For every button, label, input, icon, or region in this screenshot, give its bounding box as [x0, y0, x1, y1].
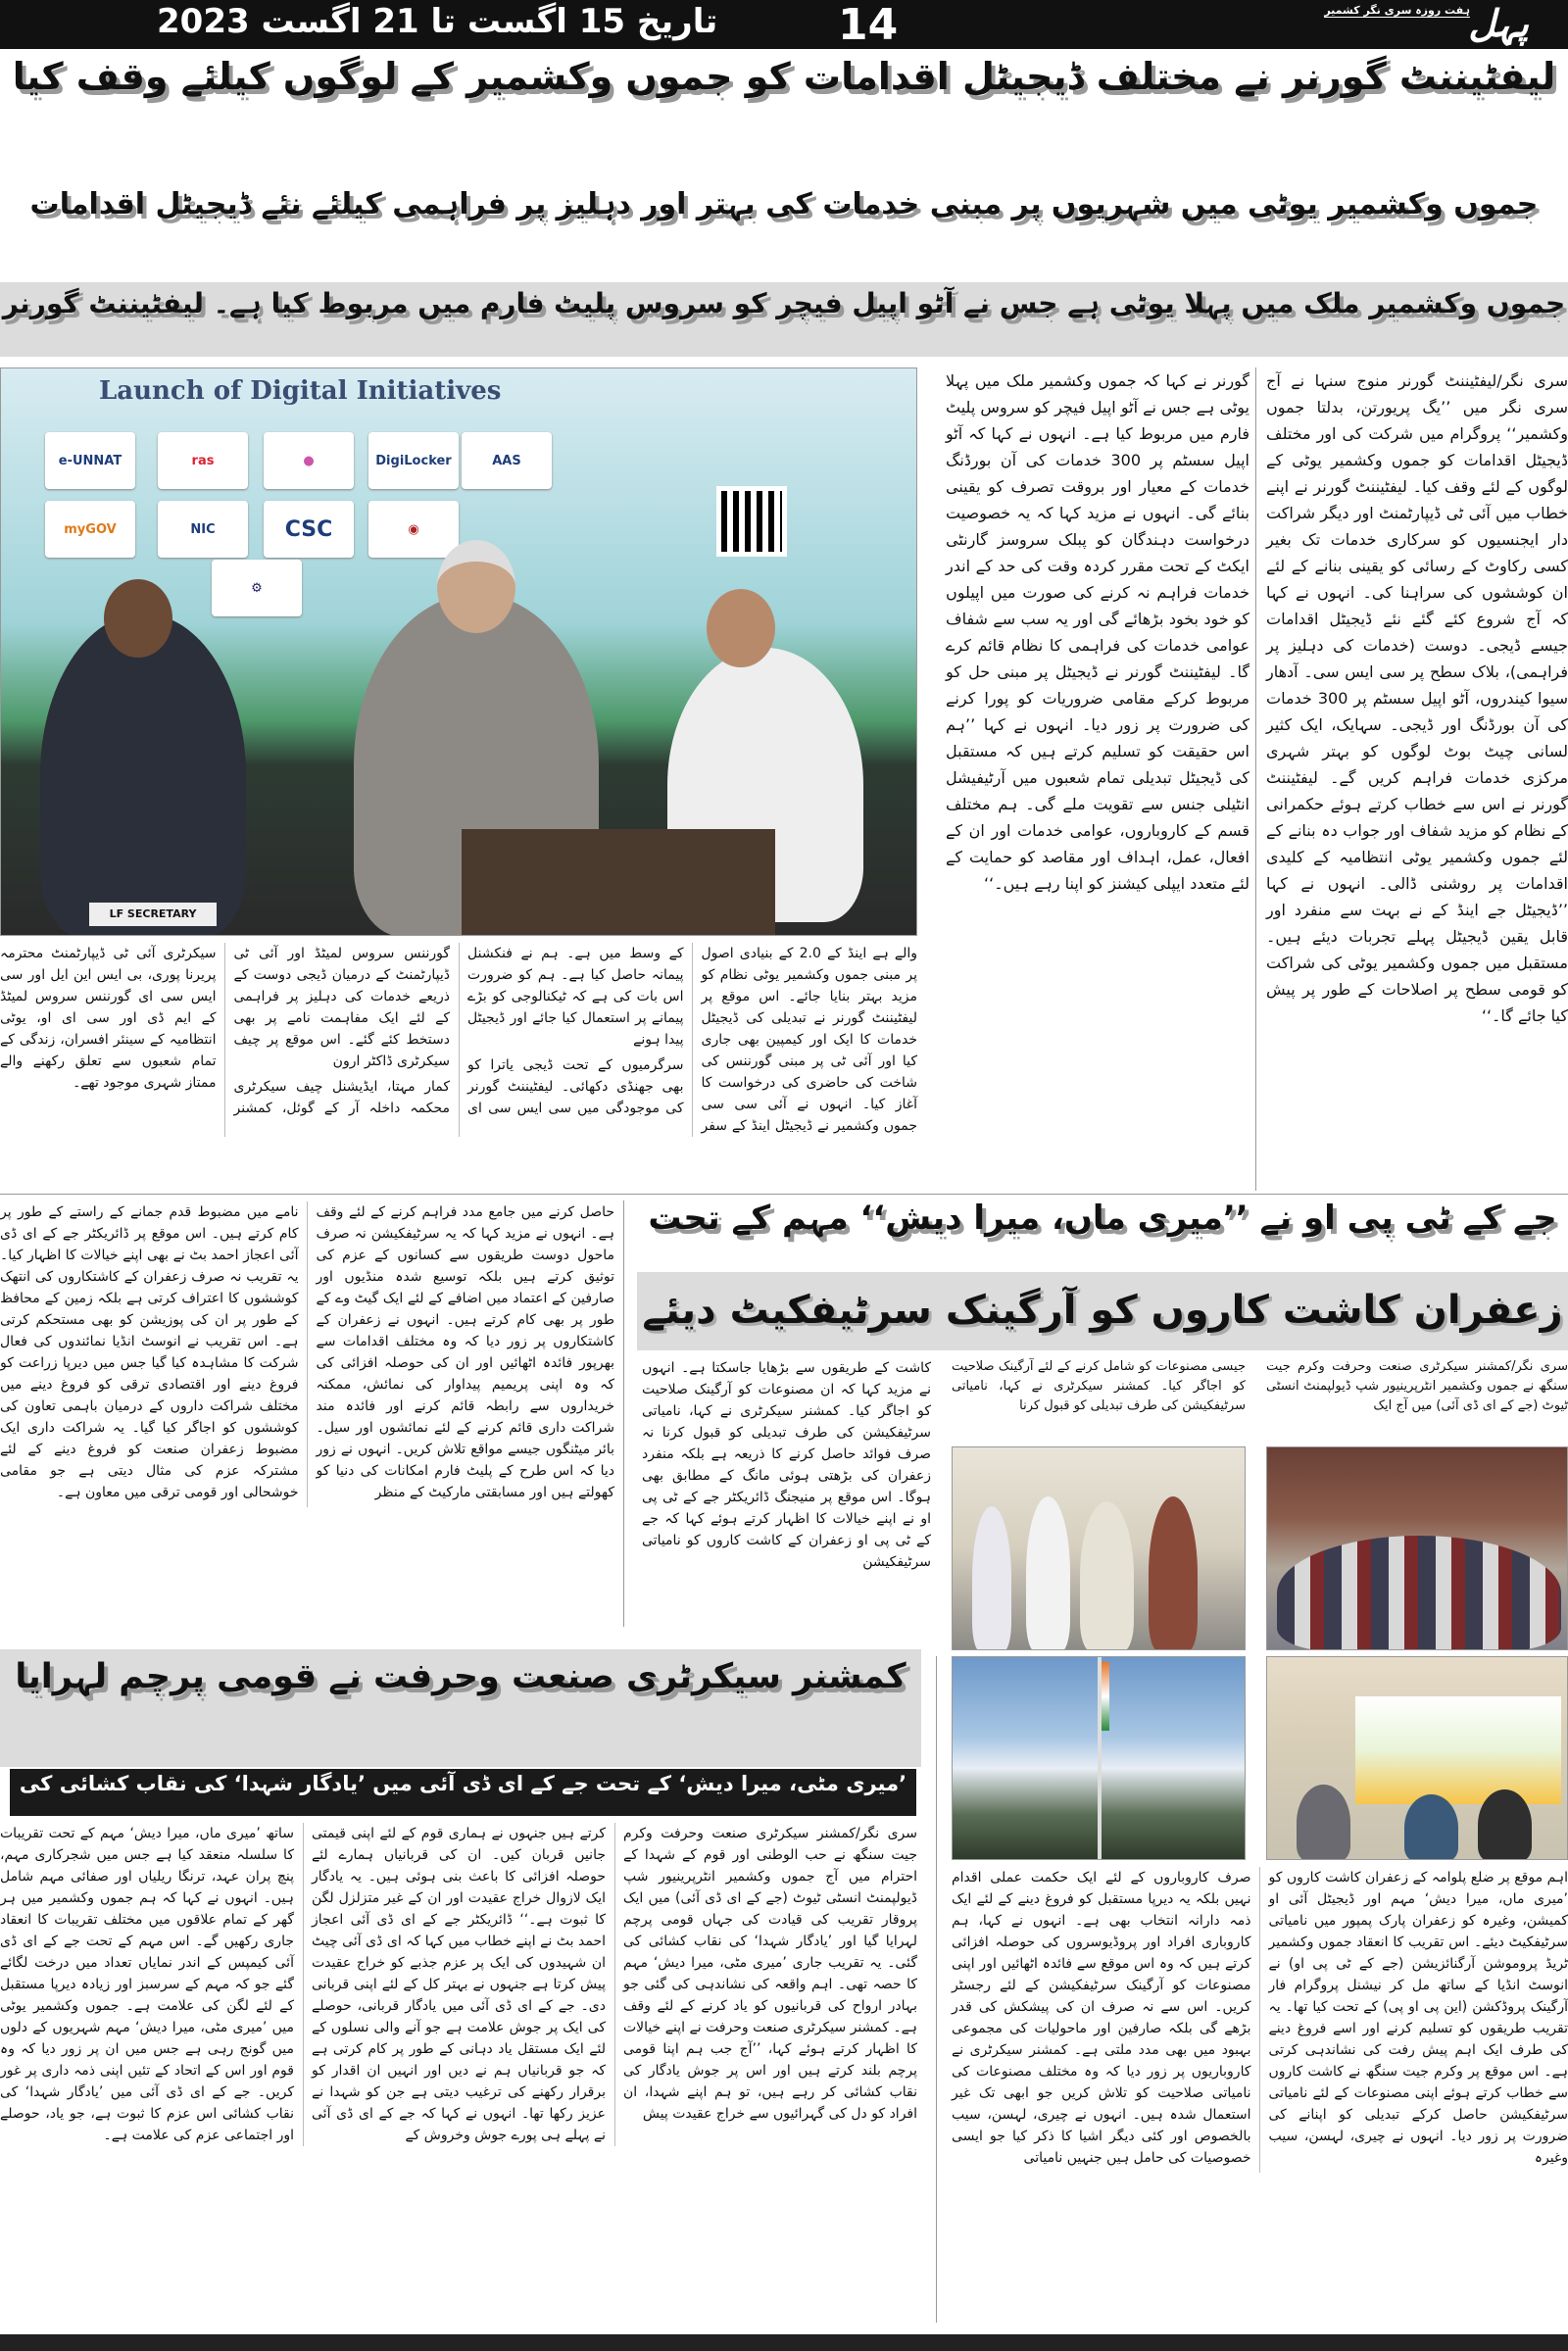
page-number: 14 [838, 0, 899, 50]
qr-code [716, 486, 787, 557]
person-left-head [104, 579, 172, 658]
newspaper-logo [1324, 2, 1529, 45]
person [1297, 1785, 1350, 1860]
story1-subheadline: جموں وکشمیر یوٹی میں شہریوں پر مبنی خدمات کی بہتر اور دہلیز پر فراہمی کیلئے نئے ڈیجیٹل اقدامات [29, 187, 1539, 221]
story3-subheadline: ’میری مٹی، میرا دیش‘ کے تحت جے کے ای ڈی آئی میں ’یادگار شہدا‘ کی نقاب کشائی کی [10, 1769, 916, 1816]
paragraph: گورنر نے کہا کہ جموں وکشمیر ملک میں پہلا یوٹی ہے جس نے آٹو اپیل فیچر کو سروس پلیٹ فارم میں مربوط کیا ہے۔ انہوں نے کہا کہ آٹو اپیل سسٹم پر 300 خدمات کی آن بورڈنگ خدمات کے معیار اور بروقت تصرف کو یقینی بنائے گی۔ انہوں نے مزید کہا کہ یہ خصوصیت درخواست دہندگان کو پبلک سروسز گارنٹی ایکٹ کے تحت مقرر کردہ وقت کی حد کے اندر خدمات فراہم نہ کرنے کی صورت میں اپیلوں کو خود بخود بڑھائے گی اور یہ سب سے شفاف عوامی خدمات کی فراہمی کا نظام قائم کرے گا۔ لیفٹیننٹ گورنر نے ڈیجیٹل پر مبنی حل کو مربوط کرکے مقامی ضروریات کو پورا کرنے کی ضرورت پر زور دیا۔ انہوں نے کہا ’’ہم اس حقیقت کو تسلیم کرتے ہیں کہ مستقبل کی ڈیجیٹل تبدیلی تمام شعبوں میں آرٹیفیشل انٹیلی جنس سے تقویت ملے گی۔ ہم مختلف قسم کے کاروباروں، عوامی خدمات اور ان کے افعال، عمل، اہداف اور مقاصد کو حمایت کے لئے متعدد ایپلی کیشنز کو اپنا رہے ہیں۔‘‘ [946, 371, 1250, 893]
logo-mygov: myGOV [45, 501, 135, 558]
story1-column-2 [946, 367, 1250, 897]
person-left [40, 613, 246, 936]
person-center-head [437, 540, 515, 633]
footer-bar [0, 2334, 1568, 2351]
paragraph: کاشت کے طریقوں سے بڑھایا جاسکتا ہے۔ انہوں نے مزید کہا کہ ان مصنوعات کو آرگینک صلاحیت کو اجاگر کیا۔ کمشنر سیکرٹری نے کہا، نامیاتی سرٹیفکیشن کی طرف تبدیلی کو قبول کرنا نہ صرف فوائد حاصل کرنے کا ذریعہ ہے بلکہ منفرد زعفران کی بڑھتی ہوئی مانگ کے مطابق بھی ہوگا۔ اس موقع پر منیجنگ ڈائریکٹر جے کے ٹی پی او نے اپنے خیالات کا اظہار کرتے ہوئے کہا کہ جے کے ٹی پی او زعفران کے کاشت کاروں کو نامیاتی سرٹیفکیشن [642, 1360, 931, 1570]
section-rule [0, 1194, 1568, 1195]
story1-headline: لیفٹیننٹ گورنر نے مختلف ڈیجیٹل اقدامات کو جموں وکشمیر کے لوگوں کیلئے وقف کیا [12, 55, 1556, 98]
story3-columns [0, 1823, 917, 2146]
story2-columns-left [0, 1201, 614, 1507]
issue-date: تاریخ 15 اگست تا 21 اگست 2023 [157, 2, 718, 41]
meeting-photo [1266, 1656, 1568, 1860]
logo-e-unnat: e-UNNAT [45, 432, 135, 489]
person-right-head [707, 589, 775, 667]
presentation-screen [1355, 1696, 1561, 1804]
logo-gear: ⚙ [212, 560, 302, 616]
story1-columns-under-photo [0, 943, 917, 1137]
person [1080, 1501, 1134, 1650]
flag-hoisting-photo [952, 1656, 1246, 1860]
story2-columns-bottom-right [952, 1867, 1568, 2173]
column-rule [623, 1200, 624, 1627]
person [1404, 1794, 1458, 1860]
group-photo [1266, 1446, 1568, 1650]
logo-emblem: ◉ [368, 501, 459, 558]
story3-headline: کمشنر سیکرٹری صنعت وحرفت نے قومی پرچم لہرایا [15, 1657, 906, 1696]
paragraph: نامے میں مضبوط قدم جمانے کے راستے کے طور پر کام کرتے ہیں۔ اس موقع پر ڈائریکٹر جے کے ای ڈی آئی اعجاز احمد بٹ نے بھی اپنے خیالات کا اظہار کیا۔ یہ تقریب نہ صرف زعفران کے کاشتکاروں کی انتھک کوششوں کا اعتراف کرتی ہے بلکہ زمین کے محافظ کے طور پر ان کی پوزیشن کو بھی مستحکم کرتی ہے۔ اس تقریب نے انوسٹ انڈیا نمائندوں کی فعال شرکت کا مشاہدہ کیا گیا جس میں دیرپا زراعت کو فروغ دینے اور اقتصادی ترقی کو فروغ دینے میں مختلف شراکت داروں کے درمیان باہمی تعاون کی کوششوں کو اجاگر کیا گیا۔ یہ شراکت داری ایک مضبوط زعفران صنعت کو فروغ دینے کے لئے مشترکہ عزم کی مثال دیتی ہے جو مقامی خوشحالی اور قومی ترقی میں معاون ہے۔ [0, 1204, 299, 1500]
paragraph: کرتے ہیں جنہوں نے ہماری قوم کے لئے اپنی قیمتی جانیں قربان کیں۔ ان کی قربانیاں ہمارے لئے حوصلہ افزائی کا باعث بنی ہوئی ہیں۔ یہ یادگار ایک لازوال خراج عقیدت اور ان کے غیر متزلزل لگن کا ثبوت ہے۔‘‘ ڈائریکٹر جے کے ای ڈی آئی اعجاز احمد بٹ نے اپنے خطاب میں کہا کہ ای ڈی آئی چیٹ ان شہیدوں کی ایک پر عزم جذبے کو خراج عقیدت پیش کرتا ہے جنہوں نے بہتر کل کے لئے اپنی قربانی دی۔ جے کے ای ڈی آئی میں یادگار قربانی، حوصلے کی ایک پر جوش علامت ہے جو آنے والی نسلوں کے لئے ایک مستقل یاد دہانی کے طور پر کام کرتی ہے کہ جو قربانیاں ہم نے دیں اور انہیں ان اقدار کو برقرار رکھنے کی ترغیب دیتی ہے جن کو شہدا نے عزیز رکھا تھا۔ انہوں نے کہا کہ جے کے ای ڈی آئی نے پہلے ہی پورے جوش وخروش کے [312, 1826, 606, 2143]
person [1478, 1789, 1532, 1860]
person [972, 1506, 1011, 1650]
paragraph: ساتھ ’میری ماں، میرا دیش‘ مہم کے تحت تقریبات کا سلسلہ منعقد کیا ہے جس میں شجرکاری مہم، پنچ پران عہد، ترنگا ریلیاں اور صفائی مہم شامل ہیں۔ انہوں نے کہا کہ ہم جموں وکشمیر میں ہر گھر کے تمام علاقوں میں مختلف تقریبات کا انعقاد جاری رکھیں گے۔ اس مہم کے تحت جے کے ای ڈی آئی کیمپس کے اندر نمایاں تعداد میں درخت لگائے گئے جو کہ مہم کے سرسبز اور زیادہ دیرپا مستقبل کے لئے لگن کی علامت ہے۔ جموں وکشمیر یوٹی میں ’میری مٹی، میرا دیش‘ مہم شہریوں کے دلوں میں گونج رہی ہے جس میں ان پر زور دیا کہ وہ قوم اور اس کے اتحاد کے تئیں اپنی ذمہ داری پر غور کریں۔ جے کے ای ڈی آئی میں ’یادگار شہدا‘ کی نقاب کشائی اس عزم کا ثبوت ہے، جو یاد، حوصلے اور اجتماعی عزم کی علامت ہے۔ [0, 1826, 294, 2143]
group-people [1277, 1536, 1561, 1650]
column-rule [1255, 367, 1256, 1191]
story2-column-5 [1266, 1357, 1568, 1416]
story1-highlight-bar: جموں وکشمیر ملک میں پہلا یوٹی ہے جس نے آٹو اپیل فیچر کو سروس پلیٹ فارم میں مربوط کیا ہے۔ لیفٹیننٹ گورنر [0, 282, 1568, 357]
logo-ras: ras [158, 432, 248, 489]
paragraph: صرف کاروباروں کے لئے ایک حکمت عملی اقدام نہیں بلکہ یہ دیرپا مستقبل کو فروغ دینے کے لئے ایک ذمہ دارانہ انتخاب بھی ہے۔ انہوں نے کہا، ہم کاروباری افراد اور پروڈیوسروں کی حوصلہ افزائی کرتے ہیں کہ وہ اس موقع سے فائدہ اٹھائیں اور اپنی مصنوعات کو آرگینک سرٹیفکیشن کے لئے رجسٹر کریں۔ اس سے نہ صرف ان کی پیشکش کی قدر بڑھے گی بلکہ صارفین اور ماحولیات کی مجموعی بہبود میں بھی مدد ملتی ہے۔ کمشنر سیکرٹری نے کاروباریوں پر زور دیا کہ وہ مختلف مصنوعات کی نامیاتی صلاحیت کو تلاش کریں جو ابھی تک غیر استعمال شدہ ہیں۔ انہوں نے چیری، لہسن، سیب بالخصوص اور کئی دیگر اشیا کا ذکر کیا جو ایسی خصوصیات کی حامل ہیں جنہیں نامیاتی [952, 1870, 1251, 2166]
logo-mobile-app: ● [264, 432, 354, 489]
logo-aas: AAS [462, 432, 552, 489]
story1-photo [0, 367, 917, 936]
nameplate: LF SECRETARY [89, 903, 217, 926]
paragraph: سرگرمیوں کے تحت ڈیجی یاترا کو بھی جھنڈی دکھائی۔ لیفٹیننٹ گورنر کی موجودگی میں سی ایس سی ای گورننس سروس لمیٹڈ اور آئی ٹی ڈیپارٹمنٹ کے درمیان ڈیجی دوست کے ذریعے خدمات کی دہلیز پر فراہمی کے لئے ایک مفاہمت نامے پر بھی دستخط کئے گئے۔ اس موقع پر چیف سیکرٹری ڈاکٹر ارون [233, 946, 684, 1116]
logo-digilocker: DigiLocker [368, 432, 459, 489]
table [462, 829, 775, 936]
logo-nic: NIC [158, 501, 248, 558]
story2-column-3 [642, 1357, 931, 1573]
story2-column-4 [952, 1357, 1246, 1416]
masthead [0, 0, 1568, 49]
person [1149, 1496, 1198, 1650]
logo-tagline: ہفت روزہ سری نگر کشمیر [1324, 4, 1470, 17]
logo-csc: CSC [264, 501, 354, 558]
paragraph: حاصل کرنے میں جامع مدد فراہم کرنے کے لئے وقف ہے۔ انہوں نے مزید کہا کہ یہ سرٹیفکیشن نہ صرف ماحول دوست طریقوں سے کسانوں کے عزم کی توثیق کرتے ہیں بلکہ توسیع شدہ منڈیوں اور صارفین کے اعتماد میں اضافے کے لئے ایک گیٹ وے کے طور پر بھی کام کرتے ہیں۔ انہوں نے زعفران کے کاشتکاروں پر زور دیا کہ وہ مختلف اقدامات سے بھرپور فائدہ اٹھائیں اور ان کی حوصلہ افزائی کی کہ وہ اپنی پریمیم پیداوار کی نمائش، ممکنہ خریداروں سے رابطہ قائم کرنے اور فائدہ مند شراکت داری قائم کرنے کے لئے نمائشوں اور سیل۔ بائر میٹنگوں جیسے مواقع تلاش کریں۔ انہوں نے زور دیا کہ اس طرح کے پلیٹ فارم امکانات کی دنیا کو کھولتے ہیں اور مسابقتی مارکیٹ کے منظر [316, 1204, 614, 1500]
paragraph: سری نگر/کمشنر سیکرٹری صنعت وحرفت وکرم جیت سنگھ نے جموں وکشمیر انٹرپرینیور شپ ڈیولپمنٹ انسٹی ٹیوٹ (جے کے ای ڈی آئی) میں آج ایک [1266, 1359, 1568, 1413]
paragraph: والے ہے اینڈ کے 2.0 کے بنیادی اصول پر مبنی جموں وکشمیر یوٹی نظام کو مزید بہتر بنایا جائے۔ اس موقع پر لیفٹیننٹ گورنر نے تبدیلی کی ڈیجیٹل خدمات کا ایک اور کیمپین بھی جاری کیا اور آئی ٹی پر مبنی گورننس کی شاخت کی حاضری کی درخواست کا آغاز کیا۔ انہوں نے آئی سی سی جموں وکشمیر نے ڈیجیٹل اینڈ کے سفر کے وسط میں ہے۔ ہم نے فنکشنل پیمانہ حاصل کیا ہے۔ ہم کو ضرورت اس بات کی ہے کہ ٹیکنالوجی کو بڑے پیمانے پر استعمال کیا جائے اور ڈیجیٹل پیدا ہونے [467, 946, 917, 1134]
paragraph: کمار مہتا، ایڈیشنل چیف سیکرٹری محکمہ داخلہ آر کے گوئل، کمشنر سیکرٹری آئی ٹی ڈیپارٹمنٹ محترمہ پریرنا پوری، بی ایس این ایل اور سی ایس سی ای گورننس سروس لمیٹڈ کے ایم ڈی اور سی ای او، یوٹی انتظامیہ کے سینئر افسران، زندگی کے تمام شعبوں سے تعلق رکھنے والے ممتاز شہری موجود تھے۔ [0, 946, 450, 1116]
photo-banner-text: Launch of Digital Initiatives [99, 376, 502, 406]
paragraph: اہم موقع پر ضلع پلوامہ کے زعفران کاشت کاروں کو ’میری ماں، میرا دیش‘ مہم اور ڈیجیٹل آئی او کمیشن، وغیرہ کو زعفران پارک پمپور میں نامیاتی سرٹیفکیٹ دیئے۔ اس تقریب کا انعقاد جموں وکشمیر ٹریڈ پروموشن آرگنائزیشن (جے کے ٹی پی او) نے انوسٹ انڈیا کے ساتھ مل کر نیشنل پروگرام فار آرگینک پروڈکشن (این پی او پی) کے تحت کیا تھا۔ یہ تقریب طریقوں کو تسلیم کرنے اور اسے فروغ دینے کی طرف ایک اہم پیش رفت کی نشاندہی کرتی ہے۔ اس موقع پر وکرم جیت سنگھ نے کاشت کاروں سے خطاب کرتے ہوئے اپنی مصنوعات کے لئے نامیاتی سرٹیفکیشن حاصل کرکے تبدیلی کو اپنانے کی ضرورت پر زور دیا۔ انہوں نے چیری، لہسن، سیب وغیرہ [1268, 1870, 1568, 2166]
story1-column-1 [1266, 367, 1568, 1029]
paragraph: سری نگر/لیفٹیننٹ گورنر منوج سنہا نے آج سری نگر میں ’’یگ پریورتن، بدلتا جموں وکشمیر‘‘ پروگرام میں شرکت کی اور مختلف ڈیجیٹل اقدامات کو جموں وکشمیر یوٹی کے لوگوں کے لئے وقف کیا۔ لیفٹیننٹ گورنر نے اپنے خطاب میں آئی ٹی ڈیپارٹمنٹ اور دیگر شراکت دار ایجنسیوں کو سرکاری خدمات تک بغیر کسی رکاوٹ کے رسائی کو یقینی بنانے کے لئے ان کوششوں کی سراہنا کی۔ انہوں نے کہا کہ آج شروع کئے گئے نئے ڈیجیٹل اقدامات جیسے ڈیجی۔ دوست (خدمات کی دہلیز پر فراہمی)، بلاک سطح پر سی ایس سی۔ آدھار سیوا کیندروں، آٹو اپیل سسٹم پر 300 خدمات کی آن بورڈنگ اور ڈیجی۔ سہایک، ایک کثیر لسانی چیٹ بوٹ لوگوں کو بہتر شہری مرکزی خدمات فراہم کریں گے۔ لیفٹیننٹ گورنر نے اس سے خطاب کرتے ہوئے حکمرانی کے نظام کو مزید شفاف اور جواب دہ بنانے کے لئے جموں وکشمیر یوٹی انتظامیہ کے کلیدی اقدامات پر روشنی ڈالی۔ انہوں نے کہا ’’ڈیجیٹل جے اینڈ کے نے بہت سے منفرد اور قابل یقین ڈیجیٹل پہلے تجربات دیئے ہیں۔ مستقبل میں جموں وکشمیر یوٹی کی شراکت کو قومی سطح پر اصلاحات کے طور پر پیش کیا جائے گا۔‘‘ [1266, 371, 1568, 1025]
column-rule [936, 1656, 937, 2323]
flag [1102, 1662, 1109, 1731]
story2-subheadline: زعفران کاشت کاروں کو آرگینک سرٹیفکیٹ دیئے [637, 1272, 1568, 1350]
paragraph: سری نگر/کمشنر سیکرٹری صنعت وحرفت وکرم جیت سنگھ نے حب الوطنی اور قوم کے شہدا کے احترام میں آج جموں وکشمیر انٹرپرینیور شپ ڈیولپمنٹ انسٹی ٹیوٹ (جے کے ای ڈی آئی) میں ایک پروقار تقریب کی قیادت کی جہاں قومی پرچم لہرایا گیا اور ’یادگار شہدا‘ کی نقاب کشائی کی گئی۔ یہ تقریب جاری ’میری مٹی، میرا دیش‘ مہم کا حصہ تھی۔ اہم واقعہ کی نشاندہی کی گئی جو بہادر ارواح کی قربانیوں کو یاد کرنے کے لئے وقف ہے۔ کمشنر سیکرٹری صنعت وحرفت نے اپنے خیالات کا اظہار کرتے ہوئے کہا، ’’آج جب ہم اپنا قومی پرچم بلند کرتے ہیں اور اس پر جوش یادگار کی نقاب کشائی کر رہے ہیں، تو ہم اپنے شہدا، ان افراد کو دل کی گہرائیوں سے خراج عقیدت پیش [623, 1826, 917, 2122]
person [1026, 1496, 1070, 1650]
story2-headline: جے کے ٹی پی او نے ’’میری ماں، میرا دیش‘‘ مہم کے تحت [648, 1199, 1557, 1238]
paragraph: جیسی مصنوعات کو شامل کرنے کے لئے آرگینک صلاحیت کو اجاگر کیا۔ کمشنر سیکرٹری نے کہا، نامیاتی سرٹیفکیشن کی طرف تبدیلی کو قبول کرنا [952, 1359, 1246, 1413]
logo-text: پہل [1468, 2, 1529, 45]
certificate-handover-photo [952, 1446, 1246, 1650]
